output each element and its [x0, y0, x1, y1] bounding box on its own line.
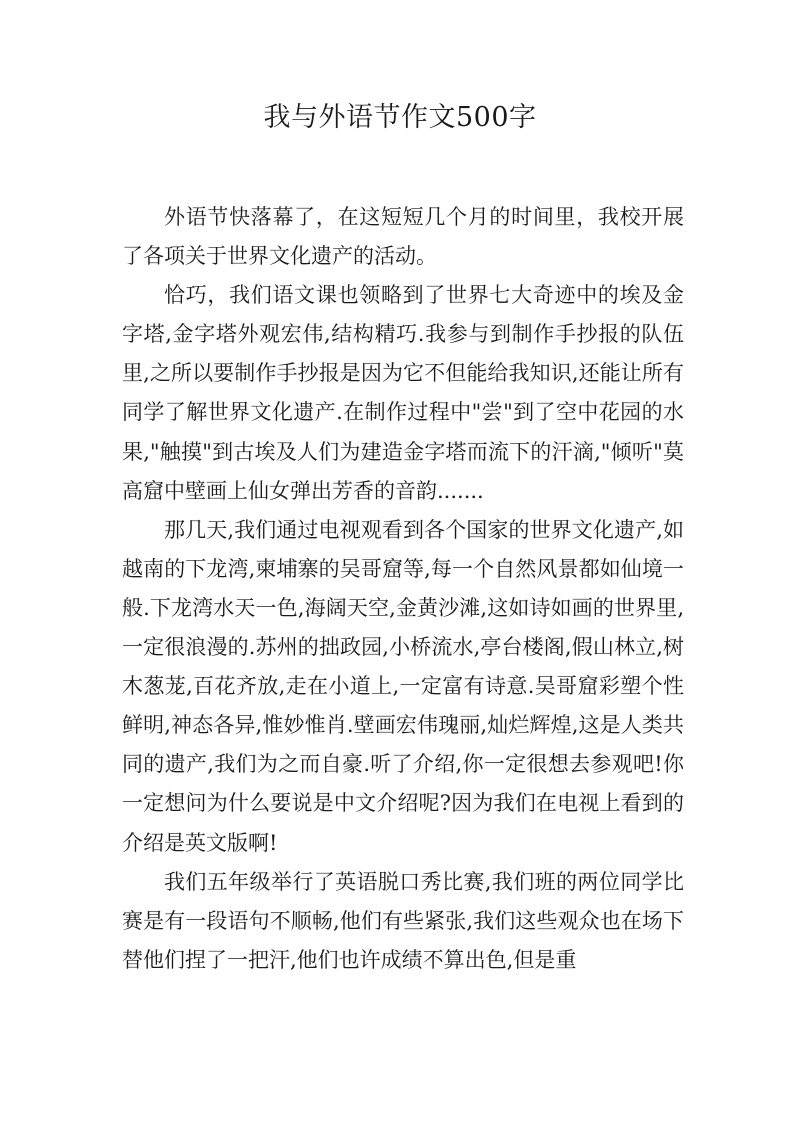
- document-body: [122, 198, 684, 980]
- paragraph-4: 我们五年级举行了英语脱口秀比赛,我们班的两位同学比赛是有一段语句不顺畅,他们有些紧张,我们这些观众也在场下替他们捏了一把汗,他们也许成绩不算出色,但是重: [122, 869, 684, 972]
- paragraph-1: 外语节快落幕了，在这短短几个月的时间里，我校开展了各项关于世界文化遗产的活动。: [122, 205, 684, 269]
- paragraph-3: 那几天,我们通过电视观看到各个国家的世界文化遗产,如越南的下龙湾,柬埔寨的吴哥窟等,每一个自然风景都如仙境一般.下龙湾水天一色,海阔天空,金黄沙滩,这如诗如画的世界里,一定很浪漫的.苏州的拙政园,小桥流水,亭台楼阁,假山林立,树木葱茏,百花齐放,走在小道上,一定富有诗意.吴哥窟彩塑个性鲜明,神态各异,惟妙惟肖.壁画宏伟瑰丽,灿烂辉煌,这是人类共同的遗产,我们为之而自豪.听了介绍,你一定很想去参观吧!你一定想问为什么要说是中文介绍呢?因为我们在电视上看到的介绍是英文版啊!: [122, 517, 684, 855]
- document-title: 我与外语节作文500字: [263, 102, 537, 133]
- paragraph-2: 恰巧，我们语文课也领略到了世界七大奇迹中的埃及金字塔,金字塔外观宏伟,结构精巧.我参与到制作手抄报的队伍里,之所以要制作手抄报是因为它不但能给我知识,还能让所有同学了解世界文化遗产.在制作过程中"尝"到了空中花园的水果,"触摸"到古埃及人们为建造金字塔而流下的汗滴,"倾听"莫高窟中壁画上仙女弹出芳香的音韵.......: [122, 283, 684, 503]
